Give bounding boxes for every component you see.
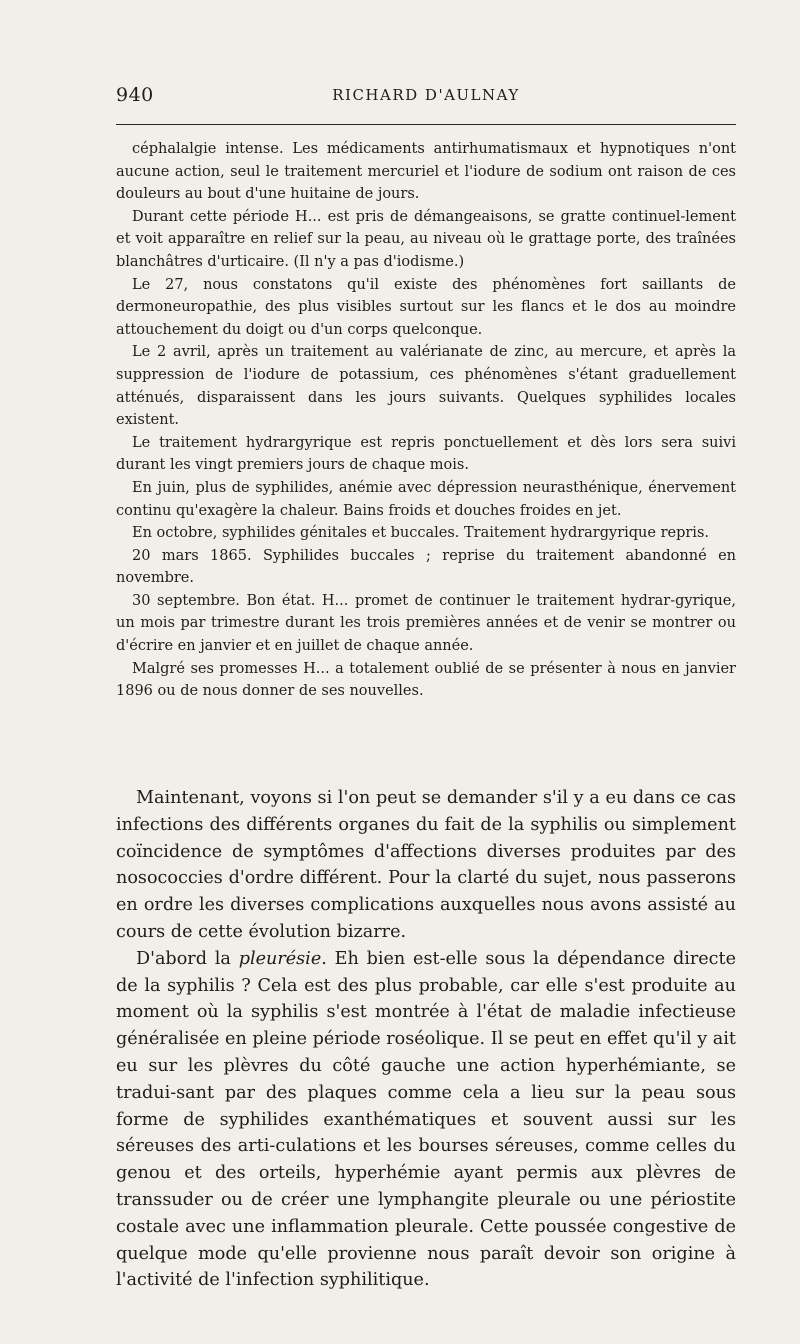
header-rule xyxy=(116,124,736,125)
emphasis-term: pleurésie xyxy=(238,948,322,969)
case-paragraph: Le 27, nous constatons qu'il existe des phénomènes fort saillants de dermoneuropathie, des plus visibles surtout sur les flancs et le dos au moindre attouchement du doigt ou d'un corps quelconque. xyxy=(116,276,736,338)
case-paragraph: Le 2 avril, après un traitement au valérianate de zinc, au mercure, et après la suppression de l'iodure de potassium, ces phénomènes s'étant graduellement atténués, disparaissent dans les jours suivants. Quelques syphilides locales existent. xyxy=(116,344,736,429)
case-paragraph: céphalalgie intense. Les médicaments antirhumatismaux et hypnotiques n'ont aucune action, seul le traitement mercuriel et l'iodure de sodium ont raison de ces douleurs au bout d'une huitaine de jours. xyxy=(116,141,736,203)
discussion-paragraph xyxy=(116,946,736,1294)
discussion-paragraph: Maintenant, voyons si l'on peut se demander s'il y a eu dans ce cas infections des différents organes du fait de la syphilis ou simplement coïncidence de symptômes d'affections diverses produites par des nosococcies d'ordre différent. Pour la clarté du sujet, nous passerons en ordre les diverses complications auxquelles nous avons assisté au cours de cette évolution bizarre. xyxy=(116,788,736,942)
page-header xyxy=(116,84,736,112)
case-paragraph: En octobre, syphilides génitales et buccales. Traitement hydrargyrique repris. xyxy=(132,525,709,542)
case-paragraph: Durant cette période H... est pris de démangeaisons, se gratte continuel-lement et voit apparaître en relief sur la peau, au niveau où le grattage porte, des traînées blanchâtres d'urticaire. (Il n'y a pas d'iodisme.) xyxy=(116,208,736,270)
paragraph-rest: . Eh bien est-elle sous la dépendance directe de la syphilis ? Cela est des plus probable, car elle s'est produite au moment où la syphilis s'est montrée à l'état de maladie infectieuse généralisée en pleine période roséolique. Il se peut en effet qu'il y ait eu sur les plèvres du côté gauche une action hyperhémiante, se tradui-sant par des plaques comme cela a lieu sur la peau sous forme de syphilides exanthématiques et souvent aussi sur les séreuses des arti-culations et les bourses séreuses, comme celles du genou et des orteils, hyperhémie ayant permis aux plèvres de transsuder ou de créer une lymphangite pleurale ou une périostite costale avec une inflammation pleurale. Cette poussée congestive de quelque mode qu'elle provienne nous paraît devoir son origine à l'activité de l'infection syphilitique. xyxy=(116,948,736,1291)
case-paragraph: 30 septembre. Bon état. H... promet de continuer le traitement hydrar-gyrique, un mois par trimestre durant les trois premières années et de venir se montrer ou d'écrire en janvier et en juillet de chaque année. xyxy=(116,592,736,655)
discussion xyxy=(116,785,736,1294)
case-paragraph: 20 mars 1865. Syphilides buccales ; reprise du traitement abandonné en novembre. xyxy=(116,547,736,587)
case-paragraph: Malgré ses promesses H... a totalement oublié de se présenter à nous en janvier 1896 ou de nous donner de ses nouvelles. xyxy=(116,660,736,700)
page-number: 940 xyxy=(116,84,154,106)
case-paragraph: En juin, plus de syphilides, anémie avec dépression neurasthénique, énervement continu qu'exagère la chaleur. Bains froids et douches froides en jet. xyxy=(116,479,736,519)
case-paragraph: Le traitement hydrargyrique est repris ponctuellement et dès lors sera suivi durant les vingt premiers jours de chaque mois. xyxy=(116,434,736,474)
running-head: RICHARD D'AULNAY xyxy=(332,86,520,104)
lead-text: D'abord la xyxy=(136,948,239,969)
case-notes xyxy=(116,138,736,703)
